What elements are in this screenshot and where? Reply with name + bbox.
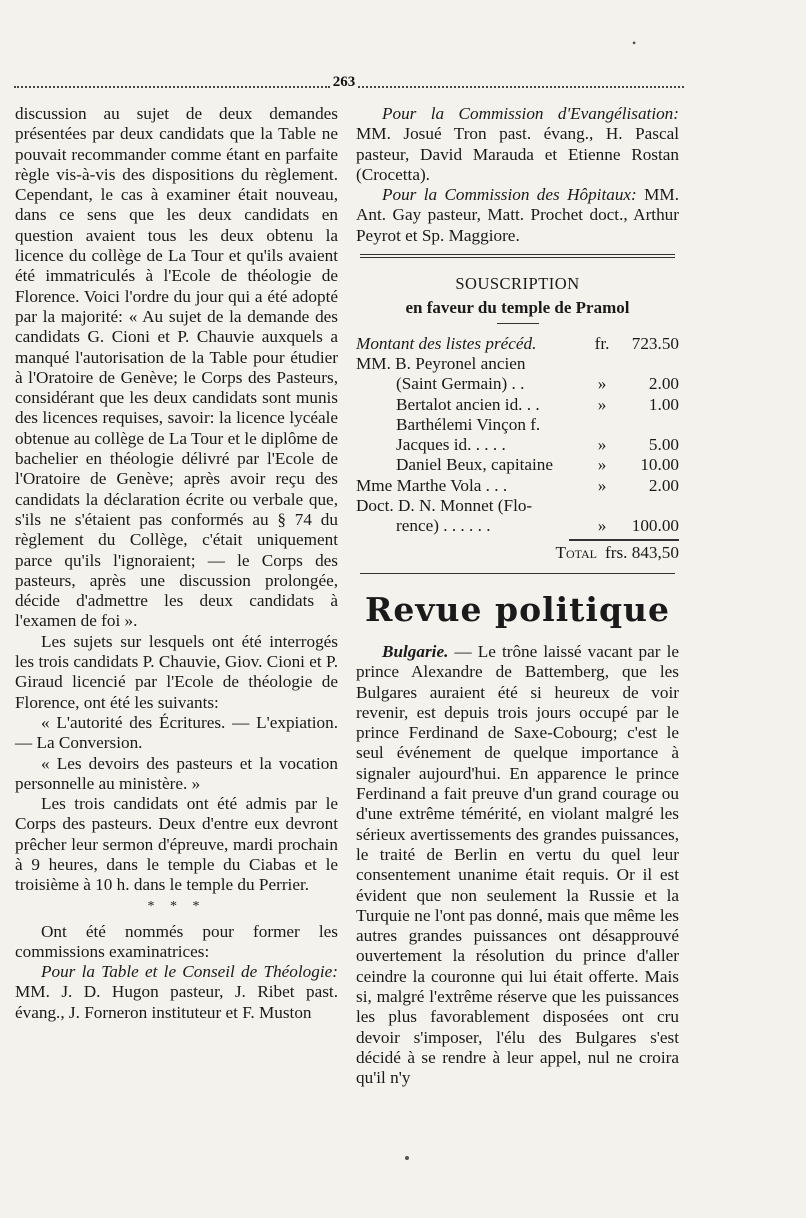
souscription-row-amount: 10.00 — [640, 455, 679, 475]
commission-label: Pour la Commission des Hôpitaux: — [382, 185, 637, 205]
souscription-row-amount: 1.00 — [648, 394, 679, 414]
paragraph-hopitaux — [356, 185, 679, 246]
section-rule — [360, 254, 675, 258]
header-rule-right — [358, 86, 684, 88]
souscription-row-amount: 5.00 — [648, 435, 679, 455]
souscription-title: SOUSCRIPTION — [455, 274, 580, 294]
souscription-row-label: Jacques id. . . . . — [396, 435, 506, 455]
paragraph-bulgarie — [356, 642, 679, 1089]
commission-members: MM. Josué Tron past. évang., H. Pascal pasteur, David Marauda et Etienne Rostan (Crocetta). — [356, 124, 679, 184]
souscription-row — [356, 496, 679, 516]
souscription-row-label: rence) . . . . . . — [396, 516, 491, 536]
total-rule — [569, 539, 679, 541]
commission-label: Pour la Commission d'Evangélisation: — [382, 104, 679, 123]
paragraph-evangelisation — [356, 104, 679, 185]
header-rule-left — [14, 86, 330, 88]
paragraph-sujets: Les sujets sur lesquels ont été interrogés les trois candidats P. Chauvie, Giov. Cioni et P. Giraud licencié par l'Ecole de théologie de Florence, ont été les suivants: — [15, 631, 338, 712]
souscription-row — [356, 354, 679, 374]
souscription-row — [356, 516, 679, 536]
souscription-row-amount: 100.00 — [631, 516, 679, 536]
souscription-row — [356, 476, 679, 496]
paragraph-table-conseil — [15, 962, 338, 1023]
right-column — [356, 104, 679, 1088]
souscription-row-currency: » — [597, 475, 607, 495]
paragraph-discussion: discussion au sujet de deux demandes présentées par deux candidats que la Table ne pouvait recommander comme étant en parfaite règle vis-à-vis des dispositions du règlement. Cependant, le cas à examiner était nouveau, dans ce sens que les deux candidats en question avaient tous les deux obtenu la licence du collège de La Tour et qu'ils avaient été immatriculés à l'Ecole de théologie de Florence. Voici l'ordre du jour qui a été adopté par la majorité: « Au sujet de la demande des candidats G. Cioni et P. Chauvie auxquels a manqué l'autorisation de la Table pour étudier à l'Oratoire de Genève; le Corps des Pasteurs, considérant que les deux candidats sont munis des licences requises, savoir: la licence lycéale obtenue au collège de La Tour et le diplôme de bachelier en théologie délivré par l'Ecole de l'Oratoire de Genève; après avoir reçu des candidats la déclaration écrite ou verbale que, s'ils ne s'étaient pas conformés au § 74 du règlement du Collège, c'était uniquement parce qu'ils l'ignoraient; — le Corps des pasteurs, après une discussion prolongée, décide d'admettre les deux candidats à l'examen de foi ». — [15, 104, 338, 631]
total-row — [356, 543, 679, 563]
souscription-row-amount: 2.00 — [648, 475, 679, 495]
paragraph-topics-1: « L'autorité des Écritures. — L'expiation. — La Conversion. — [15, 712, 338, 753]
souscription-row — [356, 435, 679, 455]
souscription-row-currency: » — [597, 435, 607, 455]
commission-members: MM. J. D. Hugon pasteur, J. Ribet past. évang., J. Forneron instituteur et F. Muston — [15, 982, 338, 1022]
souscription-row-currency: » — [597, 394, 607, 414]
souscription-row-amount: 2.00 — [648, 374, 679, 394]
revue-politique-title: Revue politique — [364, 589, 671, 629]
souscription-row-label: Doct. D. N. Monnet (Flo- — [356, 496, 533, 516]
margin-dot — [405, 1156, 409, 1160]
souscription-row-label: (Saint Germain) . . — [396, 374, 525, 394]
paragraph-commissions: Ont été nommés pour former les commissions examinatrices: — [15, 921, 338, 961]
total-value: frs. 843,50 — [605, 542, 679, 562]
souscription-row-label: Daniel Beux, capitaine — [396, 455, 554, 475]
title-dash — [497, 323, 539, 324]
bulgarie-body: — Le trône laissé vacant par le prince Alexandre de Battemberg, que les Bulgares auraient été si heureux de voir revenir, est depuis trois jours occupé par le prince Ferdinand de Saxe-Cobourg; c'est le seul événement de quelque importance à signaler aujourd'hui. En apparence le prince Ferdinand a fait preuve d'un grand courage ou d'une extrême témérité, en violant malgré les sérieux avertissements des grandes puissances, le traité de Berlin en vertu du quel leur consentement unanime était requis. Or il est évident que non seulement la Russie et la Turquie ne l'ont pas donné, mais que même les autres grandes puissances ont désapprouvé ouvertement la résolution du prince d'aller ceindre la couronne qui lui était offerte. Mais si, malgré l'extrême réserve que les puissances les plus favorablement disposées ont cru devoir s'imposer, l'élu des Bulgares s'est décidé à se rendre à leur appel, nul ne croira qu'il n'y — [356, 641, 679, 1088]
paragraph-topics-2: « Les devoirs des pasteurs et la vocation personnelle au ministère. » — [15, 753, 338, 793]
left-column — [15, 104, 338, 1023]
section-rule — [360, 573, 675, 574]
commission-members: MM. Ant. Gay pasteur, Matt. Prochet doct., Arthur Peyrot et Sp. Maggiore. — [356, 185, 679, 245]
souscription-row-currency: » — [597, 516, 607, 536]
souscription-row-label: Montant des listes précéd. — [356, 333, 537, 353]
souscription-row-currency: » — [597, 455, 607, 475]
souscription-row — [356, 395, 679, 415]
page-number: 263 — [332, 74, 356, 90]
souscription-row-label: Mme Marthe Vola . . . — [356, 475, 508, 495]
souscription-row — [356, 374, 679, 394]
souscription-row — [356, 415, 679, 435]
souscription-row — [356, 455, 679, 475]
souscription-row — [356, 334, 679, 354]
total-label: Total — [555, 542, 597, 562]
paragraph-admis: Les trois candidats ont été admis par le Corps des pasteurs. Deux d'entre eux devront prêcher leur sermon d'épreuve, mardi prochain à 9 heures, dans le temple du Ciabas et le troisième à 10 h. dans le temple du Perrier. — [15, 794, 338, 895]
souscription-row-label: MM. B. Peyronel ancien — [356, 353, 526, 373]
margin-mark: • — [632, 36, 637, 50]
section-separator-stars: * * * — [147, 898, 206, 914]
souscription-list — [356, 334, 679, 537]
souscription-row-label: Barthélemi Vinçon f. — [396, 414, 541, 434]
bulgarie-lead: Bulgarie. — [382, 641, 449, 661]
souscription-row-label: Bertalot ancien id. . . — [396, 394, 540, 414]
souscription-row-amount: 723.50 — [631, 333, 679, 353]
souscription-row-currency: fr. — [594, 333, 610, 353]
souscription-subtitle: en faveur du temple de Pramol — [405, 298, 630, 318]
souscription-row-currency: » — [597, 374, 607, 394]
commission-label: Pour la Table et le Conseil de Théologie: — [41, 962, 338, 982]
